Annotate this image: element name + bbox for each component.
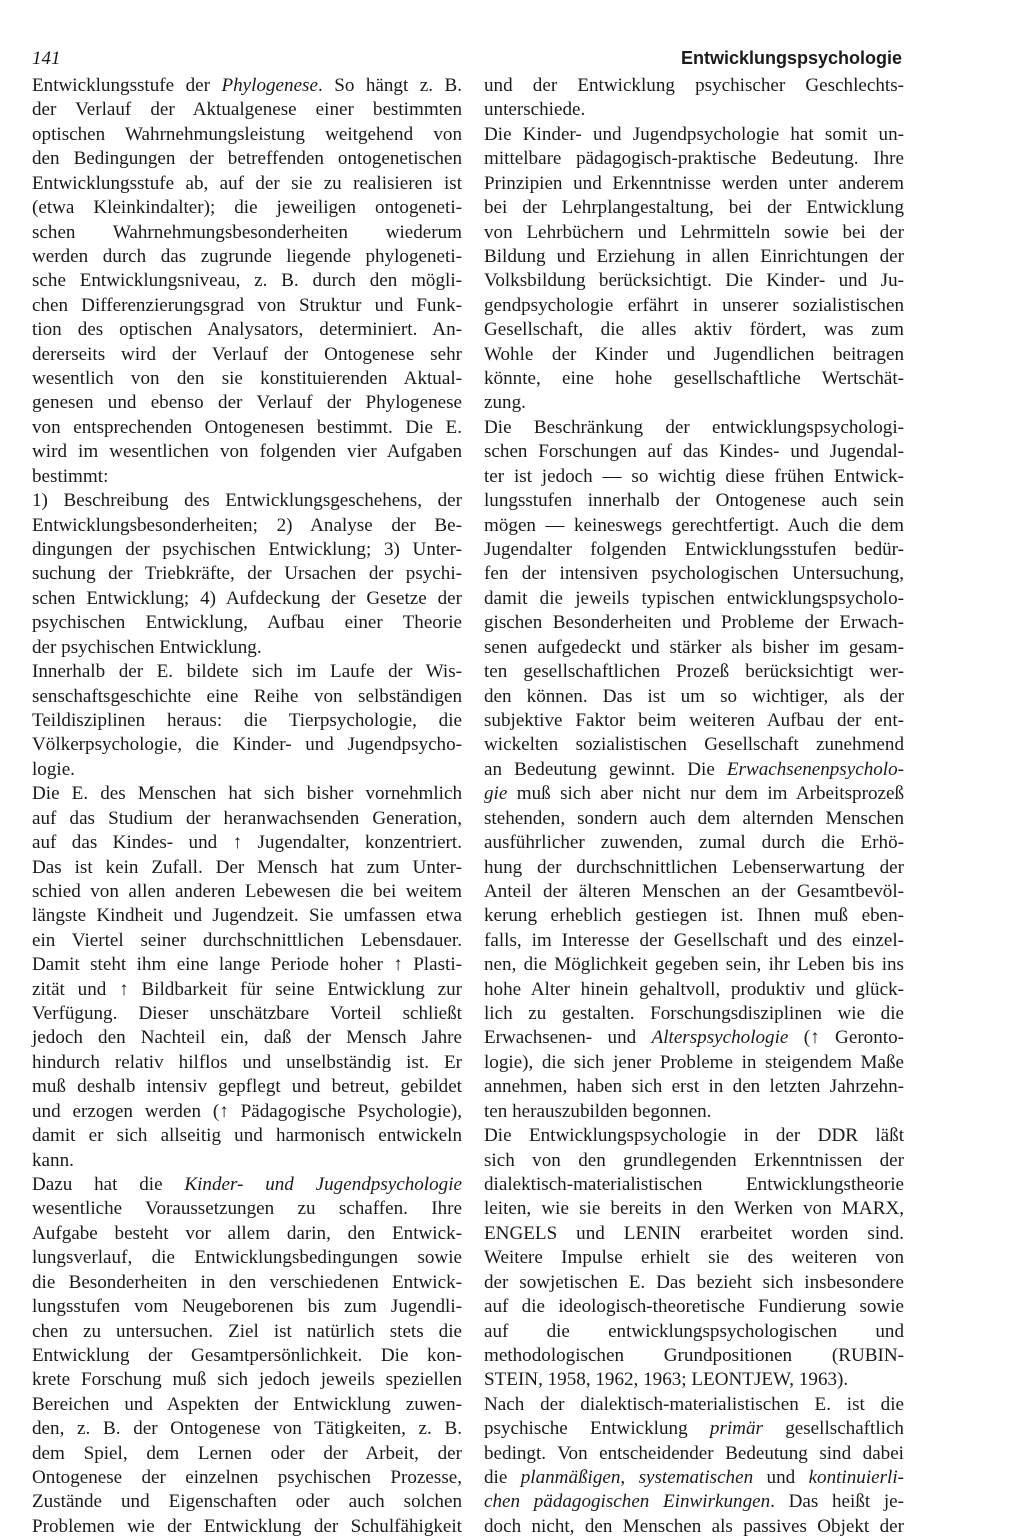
text-line [484,587,904,611]
text-run: wickelten sozialistischen Gesellschaft zunehmend [484,734,904,756]
text-run: tion des optischen Analysators, determiniert. An- [32,319,462,341]
text-run: 1) Beschreibung des Entwicklungsgeschehens, der [32,490,462,512]
text-run: Die Kinder- und Jugendpsychologie hat somit un- [484,123,904,145]
text-run: wesentliche Voraussetzungen zu schaffen. Ihre [32,1198,462,1220]
text-line [32,587,462,611]
text-line [32,147,462,171]
text-line [32,269,462,293]
text-run: chen Differenzierungsgrad von Struktur und Funk- [32,294,462,316]
text-run: Zustände und Eigenschaften oder auch solchen [32,1491,462,1513]
text-run: bedingt. Von entscheidender Bedeutung sind dabei [484,1442,904,1464]
text-run: dererseits wird der Verlauf der Ontogenese sehr [32,343,462,365]
text-run: ten gesellschaftlichen Prozeß berücksichtigt wer- [484,661,904,683]
text-line [32,929,462,953]
text-line [32,953,462,977]
text-line [484,1100,904,1124]
text-run: auf die ideologisch-theoretische Fundierung sowie [484,1296,904,1318]
text-line [32,1417,462,1441]
text-run: kerung erheblich gestiegen ist. Ihnen muß eben- [484,905,904,927]
text-line [32,1222,462,1246]
emphasis-text: kontinuierli- [808,1467,905,1489]
text-run: Entwicklungsbesonderheiten; 2) Analyse der Be- [32,514,462,536]
text-run: Wohle der Kinder und Jugendlichen beitragen [484,343,904,365]
text-run: werden durch das zugrunde liegende phylogeneti- [32,245,462,267]
text-line [484,514,904,538]
text-line [484,538,904,562]
text-line [32,733,462,757]
text-run: sich von den grundlegenden Erkenntnissen der [484,1149,904,1171]
text-line [484,831,904,855]
text-run: STEIN, 1958, 1962, 1963; LEONTJEW, 1963). [484,1369,849,1391]
text-line [32,1002,462,1026]
text-line [32,978,462,1002]
text-line [484,1222,904,1246]
text-run: ENGELS und LENIN erarbeitet worden sind. [484,1222,904,1244]
text-run: wird im wesentlichen von folgenden vier Aufgaben [32,441,462,463]
text-run: Entwicklungsstufe ab, auf der sie zu realisieren ist [32,172,462,194]
text-run: Aufgabe besteht vor allem darin, den Entwick- [32,1222,462,1244]
text-line [484,1344,904,1368]
text-line [32,318,462,342]
text-run: lich zu gestalten. Forschungsdisziplinen wie die [484,1003,904,1025]
text-run: (etwa Kleinkindalter); die jeweiligen ontogeneti- [32,197,462,219]
text-run: , [620,1467,639,1489]
text-run: auf das Studium der heranwachsenden Generation, [32,807,462,829]
text-run: muß sich aber nicht nur dem im Arbeitsprozeß [507,783,904,805]
text-run: Damit steht ihm eine lange Periode hoher ↑ Plasti- [32,954,462,976]
text-line [484,172,904,196]
text-line [32,245,462,269]
text-run: den, z. B. der Ontogenese von Tätigkeiten, z. B. [32,1418,462,1440]
text-run: psychische Entwicklung [484,1418,710,1440]
text-line [484,807,904,831]
text-run: suchung der Triebkräfte, der Ursachen der psychi- [32,563,462,585]
text-run: Erwachsenen- und [484,1027,652,1049]
text-line [32,1490,462,1514]
text-run: schen Forschungen auf das Kindes- und Jugendal- [484,441,904,463]
text-run: schied von allen anderen Lebewesen die bei weitem [32,880,462,902]
text-run: Anteil der älteren Menschen an der Gesamtbevöl- [484,880,904,902]
text-line [484,221,904,245]
right-column [484,74,904,1539]
text-run: psychischen Entwicklung, Aufbau einer Theorie [32,612,462,634]
text-line [32,562,462,586]
text-run: Gesellschaft, die alles aktiv fördert, was zum [484,319,904,341]
text-run: damit die jeweils typischen entwicklungspsycholo- [484,587,904,609]
emphasis-text: Alterspsychologie [651,1027,789,1049]
text-run: lungsstufen vom Neugeborenen bis zum Jugendli- [32,1296,462,1318]
text-run: an Bedeutung gewinnt. Die [484,758,727,780]
text-line [32,1051,462,1075]
text-run: damit er sich allseitig und harmonisch entwickeln [32,1125,462,1147]
text-run: gesellschaftlich [762,1418,904,1440]
text-line [484,953,904,977]
text-run: den Bedingungen der betreffenden ontogenetischen [32,148,462,170]
text-line [484,929,904,953]
text-line [32,1124,462,1148]
text-run: der psychischen Entwicklung. [32,636,262,658]
text-run: ten herauszubilden begonnen. [484,1100,712,1122]
text-run: krete Forschung muß sich jedoch jeweils speziellen [32,1369,462,1391]
text-line [484,1393,904,1417]
text-run: nen, die Möglichkeit gegeben sein, ihr Leben bis ins [484,954,904,976]
text-run: senschaftsgeschichte eine Reihe von selbständigen [32,685,462,707]
text-run: Weitere Impulse erhielt sie des weiteren von [484,1247,904,1269]
text-run: annehmen, haben sich erst in den letzten Jahrzehn- [484,1076,904,1098]
text-line [484,1173,904,1197]
text-line [32,1344,462,1368]
text-line [32,98,462,122]
text-run: die [484,1467,521,1489]
text-line [484,709,904,733]
text-line [32,1197,462,1221]
text-run: Problemen wie der Entwicklung der Schulfähigkeit [32,1515,462,1537]
text-line [484,245,904,269]
text-line [484,685,904,709]
left-column [32,74,462,1539]
text-line [484,1442,904,1466]
text-line [484,1075,904,1099]
text-run: zität und ↑ Bildbarkeit für seine Entwicklung zur [32,978,462,1000]
text-run: der Verlauf der Aktualgenese einer bestimmten [32,99,462,121]
text-line [32,465,462,489]
text-run: muß deshalb intensiv gepflegt und betreut, gebildet [32,1076,462,1098]
text-run: Die Beschränkung der entwicklungspsychologi- [484,416,904,438]
text-run: Bildung und Erziehung in allen Einrichtungen der [484,245,904,267]
text-run: optischen Wahrnehmungsleistung weitgehend von [32,123,462,145]
text-line [32,1271,462,1295]
text-run: auf die entwicklungspsychologischen und [484,1320,904,1342]
text-line [484,465,904,489]
text-line [32,660,462,684]
text-line [32,123,462,147]
text-line [32,709,462,733]
text-run: genesen und ebenso der Verlauf der Phylogenese [32,392,462,414]
text-run: den können. Das ist um so wichtiger, als der [484,685,904,707]
text-line [32,367,462,391]
text-line [32,636,462,660]
text-line [484,1515,904,1539]
text-line [32,1393,462,1417]
text-line [32,1246,462,1270]
text-line [484,1246,904,1270]
text-line [484,562,904,586]
emphasis-text: gie [484,783,508,805]
text-line [484,1490,904,1514]
text-run: Ontogenese der einzelnen psychischen Prozesse, [32,1467,462,1489]
text-run: dem Spiel, dem Lernen oder der Arbeit, der [32,1442,462,1464]
text-run: unterschiede. [484,99,586,121]
text-line [32,1100,462,1124]
text-run: ter ist jedoch — so wichtig diese frühen Entwick- [484,465,904,487]
text-run: die Besonderheiten in den verschiedenen Entwick- [32,1271,462,1293]
emphasis-text: Kinder- und Jugendpsychologie [184,1173,462,1195]
text-run: chen zu untersuchen. Ziel ist natürlich stets die [32,1320,462,1342]
text-line [32,74,462,98]
text-run: Die E. des Menschen hat sich bisher vornehmlich [32,783,462,805]
text-line [484,1026,904,1050]
text-line [32,221,462,245]
text-line [32,1295,462,1319]
text-line [484,367,904,391]
text-line [484,391,904,415]
text-line [32,758,462,782]
text-line [484,856,904,880]
text-run: sche Entwicklungsniveau, z. B. durch den mögli- [32,270,462,292]
text-run: (↑ Geronto- [788,1027,904,1049]
text-run: der sowjetischen E. Das bezieht sich insbesondere [484,1271,904,1293]
text-run: gischen Besonderheiten und Probleme der Erwach- [484,612,904,634]
text-run: jedoch den Nachteil ein, daß der Mensch Jahre [32,1027,462,1049]
text-line [484,904,904,928]
emphasis-text: Phylogenese [221,75,318,96]
text-line [484,416,904,440]
text-run: Innerhalb der E. bildete sich im Laufe der Wis- [32,661,462,683]
text-line [484,758,904,782]
text-run: und der Entwicklung psychischer Geschlechts- [484,75,904,96]
text-line [484,733,904,757]
text-run: auf das Kindes- und ↑ Jugendalter, konzentriert. [32,832,462,854]
page-number: 141 [32,48,61,69]
text-line [484,1051,904,1075]
text-run: ein Viertel seiner durchschnittlichen Lebensdauer. [32,929,462,951]
text-line [32,391,462,415]
text-run: doch nicht, den Menschen als passives Objekt der [484,1515,904,1537]
text-line [32,1026,462,1050]
text-line [32,538,462,562]
text-run: schen Wahrnehmungsbesonderheiten wiederum [32,221,462,243]
emphasis-text: chen pädagogischen Einwirkungen [484,1491,771,1513]
text-line [484,1417,904,1441]
emphasis-text: Erwachsenenpsycholo- [726,758,904,780]
text-line [32,440,462,464]
text-run: dingungen der psychischen Entwicklung; 3) Unter- [32,539,462,561]
text-line [32,1320,462,1344]
text-run: lungsverlauf, die Entwicklungsbedingungen sowie [32,1247,462,1269]
text-line [484,880,904,904]
text-line [32,489,462,513]
text-line [32,1368,462,1392]
text-line [32,1075,462,1099]
text-line [484,660,904,684]
text-run: mittelbare pädagogisch-praktische Bedeutung. Ihre [484,148,904,170]
text-run: senen aufgedeckt und stärker als bisher im gesam- [484,636,904,658]
text-line [484,74,904,98]
text-line [484,1124,904,1148]
text-line [484,196,904,220]
text-line [32,294,462,318]
text-run: gendpsychologie erfährt in unserer sozialistischen [484,294,904,316]
text-line [32,416,462,440]
text-run: Die Entwicklungspsychologie in der DDR läßt [484,1125,904,1147]
text-line [484,294,904,318]
text-line [484,1295,904,1319]
text-line [484,1271,904,1295]
text-line [484,1002,904,1026]
text-run: subjektive Faktor beim weiteren Aufbau der ent- [484,709,904,731]
text-run: Bereichen und Aspekten der Entwicklung zuwen- [32,1393,462,1415]
text-line [32,856,462,880]
text-run: logie. [32,758,75,780]
text-run: bestimmt: [32,465,109,487]
text-line [32,514,462,538]
emphasis-text: primär [709,1418,763,1440]
text-run: leiten, wie sie bereits in den Werken von MARX, [484,1198,904,1220]
text-run: Teildisziplinen heraus: die Tierpsychologie, die [32,709,462,731]
text-run: logie), die sich jener Probleme in steigendem Maße [484,1051,904,1073]
text-run: falls, im Interesse der Gesellschaft und des einzel- [484,929,904,951]
text-line [32,611,462,635]
text-run: Völkerpsychologie, die Kinder- und Jugendpsycho- [32,734,462,756]
running-head: Entwicklungspsychologie [680,48,902,68]
text-line [32,685,462,709]
text-line [32,807,462,831]
text-line [484,1149,904,1173]
text-run: Das ist kein Zufall. Der Mensch hat zum Unter- [32,856,462,878]
text-run: Jugendalter folgenden Entwicklungsstufen bedür- [484,539,904,561]
text-line [484,440,904,464]
text-run: bei der Lehrplangestaltung, bei der Entwicklung [484,197,904,219]
text-run: von entsprechenden Ontogenesen bestimmt. Die E. [32,416,462,438]
text-run: könnte, eine hohe gesellschaftliche Wertschät- [484,368,904,390]
text-line [484,123,904,147]
text-run: ausführlicher zuwenden, zumal durch die Erhö- [484,832,904,854]
text-line [32,782,462,806]
text-line [32,1149,462,1173]
text-run: schen Entwicklung; 4) Aufdeckung der Gesetze der [32,587,462,609]
text-run: . So hängt z. B. [317,75,462,96]
text-line [484,1466,904,1490]
text-line [484,636,904,660]
text-run: lungsstufen innerhalb der Ontogenese auch sein [484,490,904,512]
text-run: Verfügung. Dieser unschätzbare Vorteil schließt [32,1003,462,1025]
text-line [484,611,904,635]
text-line [32,1466,462,1490]
text-run: methodologischen Grundpositionen (RUBIN- [484,1344,904,1366]
text-run: hohe Alter hinein gehaltvoll, produktiv und glück- [484,978,904,1000]
text-line [484,489,904,513]
text-run: hung der durchschnittlichen Lebenserwartung der [484,856,904,878]
text-line [484,269,904,293]
text-line [484,98,904,122]
text-run: Dazu hat die [32,1173,185,1195]
text-run: längste Kindheit und Jugendzeit. Sie umfassen etwa [32,905,462,927]
text-line [484,1368,904,1392]
text-run: wesentlich von den sie konstituierenden Aktual- [32,368,462,390]
text-run: von Lehrbüchern und Lehrmitteln sowie bei der [484,221,904,243]
text-run: Entwicklung der Gesamtpersönlichkeit. Die kon- [32,1344,462,1366]
text-run: Entwicklungsstufe der [32,75,222,96]
text-line [484,1320,904,1344]
emphasis-text: planmäßigen [520,1467,621,1489]
text-line [32,1442,462,1466]
emphasis-text: systematischen [638,1467,754,1489]
text-line [32,172,462,196]
text-run: hindurch relativ hilflos und unselbständig ist. Er [32,1051,462,1073]
text-line [484,343,904,367]
text-run: kann. [32,1149,74,1171]
text-line [32,880,462,904]
text-line [32,196,462,220]
text-run: stehenden, sondern auch dem alternden Menschen [484,807,904,829]
text-line [32,831,462,855]
text-line [32,1515,462,1539]
text-run: und [753,1467,809,1489]
text-line [484,318,904,342]
text-run: zung. [484,392,526,414]
text-line [32,904,462,928]
text-line [484,147,904,171]
text-run: und erzogen werden (↑ Pädagogische Psychologie), [32,1100,462,1122]
text-line [32,1173,462,1197]
text-run: . Das heißt je- [770,1491,904,1513]
text-run: Volksbildung berücksichtigt. Die Kinder- und Ju- [484,270,904,292]
text-run: mögen — keineswegs gerechtfertigt. Auch die dem [484,514,904,536]
text-line [32,343,462,367]
text-line [484,1197,904,1221]
text-run: fen der intensiven psychologischen Untersuchung, [484,563,904,585]
text-run: dialektisch-materialistischen Entwicklungstheorie [484,1173,904,1195]
text-run: Nach der dialektisch-materialistischen E. ist die [484,1393,904,1415]
text-run: Prinzipien und Erkenntnisse werden unter anderem [484,172,904,194]
text-line [484,782,904,806]
text-line [484,978,904,1002]
